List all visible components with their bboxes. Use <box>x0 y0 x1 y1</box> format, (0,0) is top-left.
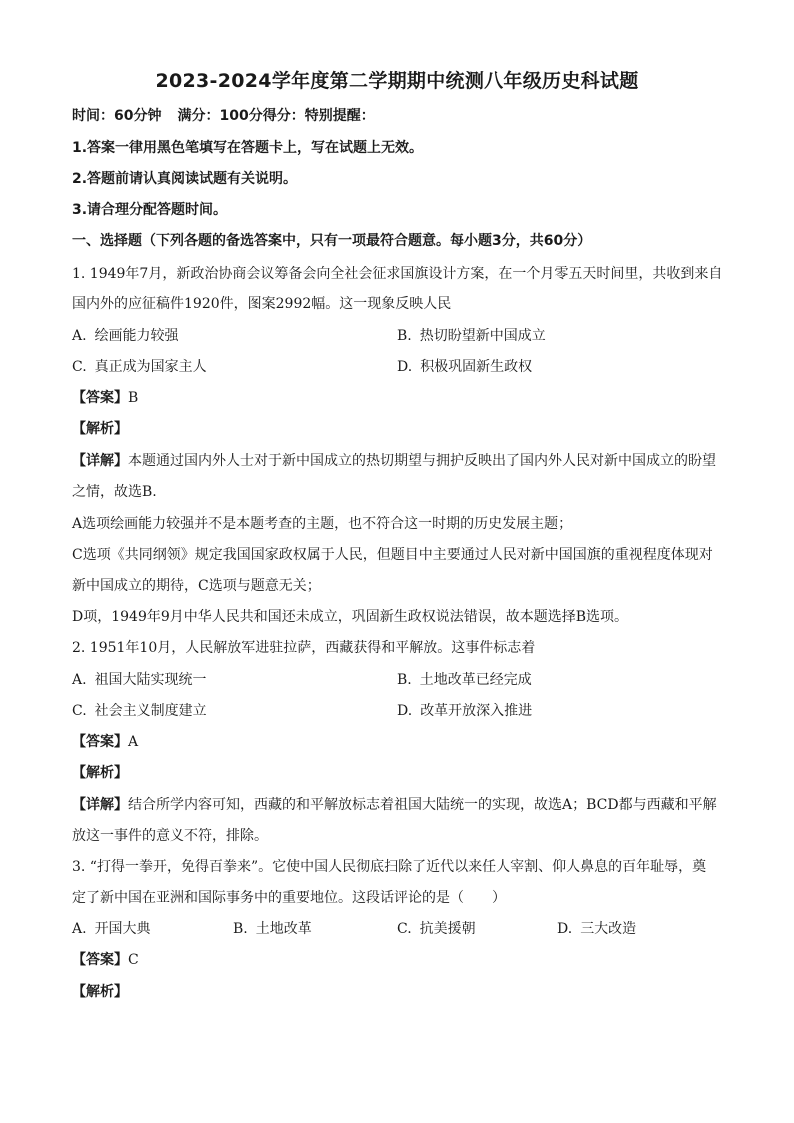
q3-option-d: D. 三大改造 <box>557 921 637 937</box>
exam-full-score: 满分：100分得分：特别提醒： <box>177 108 375 124</box>
q1-option-a: A. 绘画能力较强 <box>72 328 179 344</box>
q1-extra-4: D项，1949年9月中华人民共和国还未成立，巩固新生政权说法错误，故本题选择B选项。 <box>72 609 629 625</box>
q1-option-c: C. 真正成为国家主人 <box>72 359 207 375</box>
q2-answer: 【答案】A <box>72 734 139 750</box>
q2-stem-line-1: 2. 1951年10月，人民解放军进驻拉萨，西藏获得和平解放。这事件标志着 <box>72 640 536 656</box>
q1-answer: 【答案】B <box>72 390 139 406</box>
q2-analysis-label: 【解析】 <box>72 765 128 781</box>
q3-answer: 【答案】C <box>72 952 139 968</box>
q3-option-a: A. 开国大典 <box>72 921 151 937</box>
exam-time: 时间：60分钟 <box>72 108 162 124</box>
q2-option-a: A. 祖国大陆实现统一 <box>72 672 207 688</box>
q2-option-b: B. 土地改革已经完成 <box>397 672 532 688</box>
q1-detail-line-1: 【详解】本题通过国内外人士对于新中国成立的热切期望与拥护反映出了国内外人民对新中国成立的盼望 <box>72 453 716 469</box>
q1-option-d: D. 积极巩固新生政权 <box>397 359 533 375</box>
q1-extra-3: 新中国成立的期待，C选项与题意无关； <box>72 578 321 594</box>
q1-extra-2: C选项《共同纲领》规定我国国家政权属于人民，但题目中主要通过人民对新中国国旗的重视程度体现对 <box>72 547 713 563</box>
q3-option-b: B. 土地改革 <box>233 921 312 937</box>
q1-option-b: B. 热切盼望新中国成立 <box>397 328 546 344</box>
note-1: 1.答案一律用黑色笔填写在答题卡上，写在试题上无效。 <box>72 140 424 156</box>
q1-analysis-label: 【解析】 <box>72 421 128 437</box>
q3-stem-line-1: 3. “打得一拳开，免得百拳来”。它使中国人民彻底扫除了近代以来任人宰割、仰人鼻息的百年耻辱，奠 <box>72 859 707 875</box>
section-heading: 一、选择题（下列各题的备选答案中，只有一项最符合题意。每小题3分，共60分） <box>72 233 592 249</box>
q1-stem-line-2: 国内外的应征稿件1920件，图案2992幅。这一现象反映人民 <box>72 296 452 312</box>
q1-extra-1: A选项绘画能力较强并不是本题考查的主题，也不符合这一时期的历史发展主题； <box>72 516 573 532</box>
exam-title: 2023-2024学年度第二学期期中统测八年级历史科试题 <box>155 70 639 92</box>
q1-stem-line-1: 1. 1949年7月，新政治协商会议筹备会向全社会征求国旗设计方案，在一个月零五天时间里，共收到来自 <box>72 266 723 282</box>
q2-detail-line-2: 放这一事件的意义不符，排除。 <box>72 828 268 844</box>
q2-detail-line-1: 【详解】结合所学内容可知，西藏的和平解放标志着祖国大陆统一的实现，故选A；BCD都与西藏和平解 <box>72 797 717 813</box>
q3-stem-line-2: 定了新中国在亚洲和国际事务中的重要地位。这段话评论的是（ ） <box>72 890 506 906</box>
q2-option-d: D. 改革开放深入推进 <box>397 703 533 719</box>
q3-option-c: C. 抗美援朝 <box>397 921 476 937</box>
q2-option-c: C. 社会主义制度建立 <box>72 703 207 719</box>
note-2: 2.答题前请认真阅读试题有关说明。 <box>72 171 298 187</box>
q1-detail-line-2: 之情，故选B. <box>72 484 157 500</box>
note-3: 3.请合理分配答题时间。 <box>72 202 228 218</box>
q3-analysis-label: 【解析】 <box>72 984 128 1000</box>
exam-meta <box>72 106 375 126</box>
